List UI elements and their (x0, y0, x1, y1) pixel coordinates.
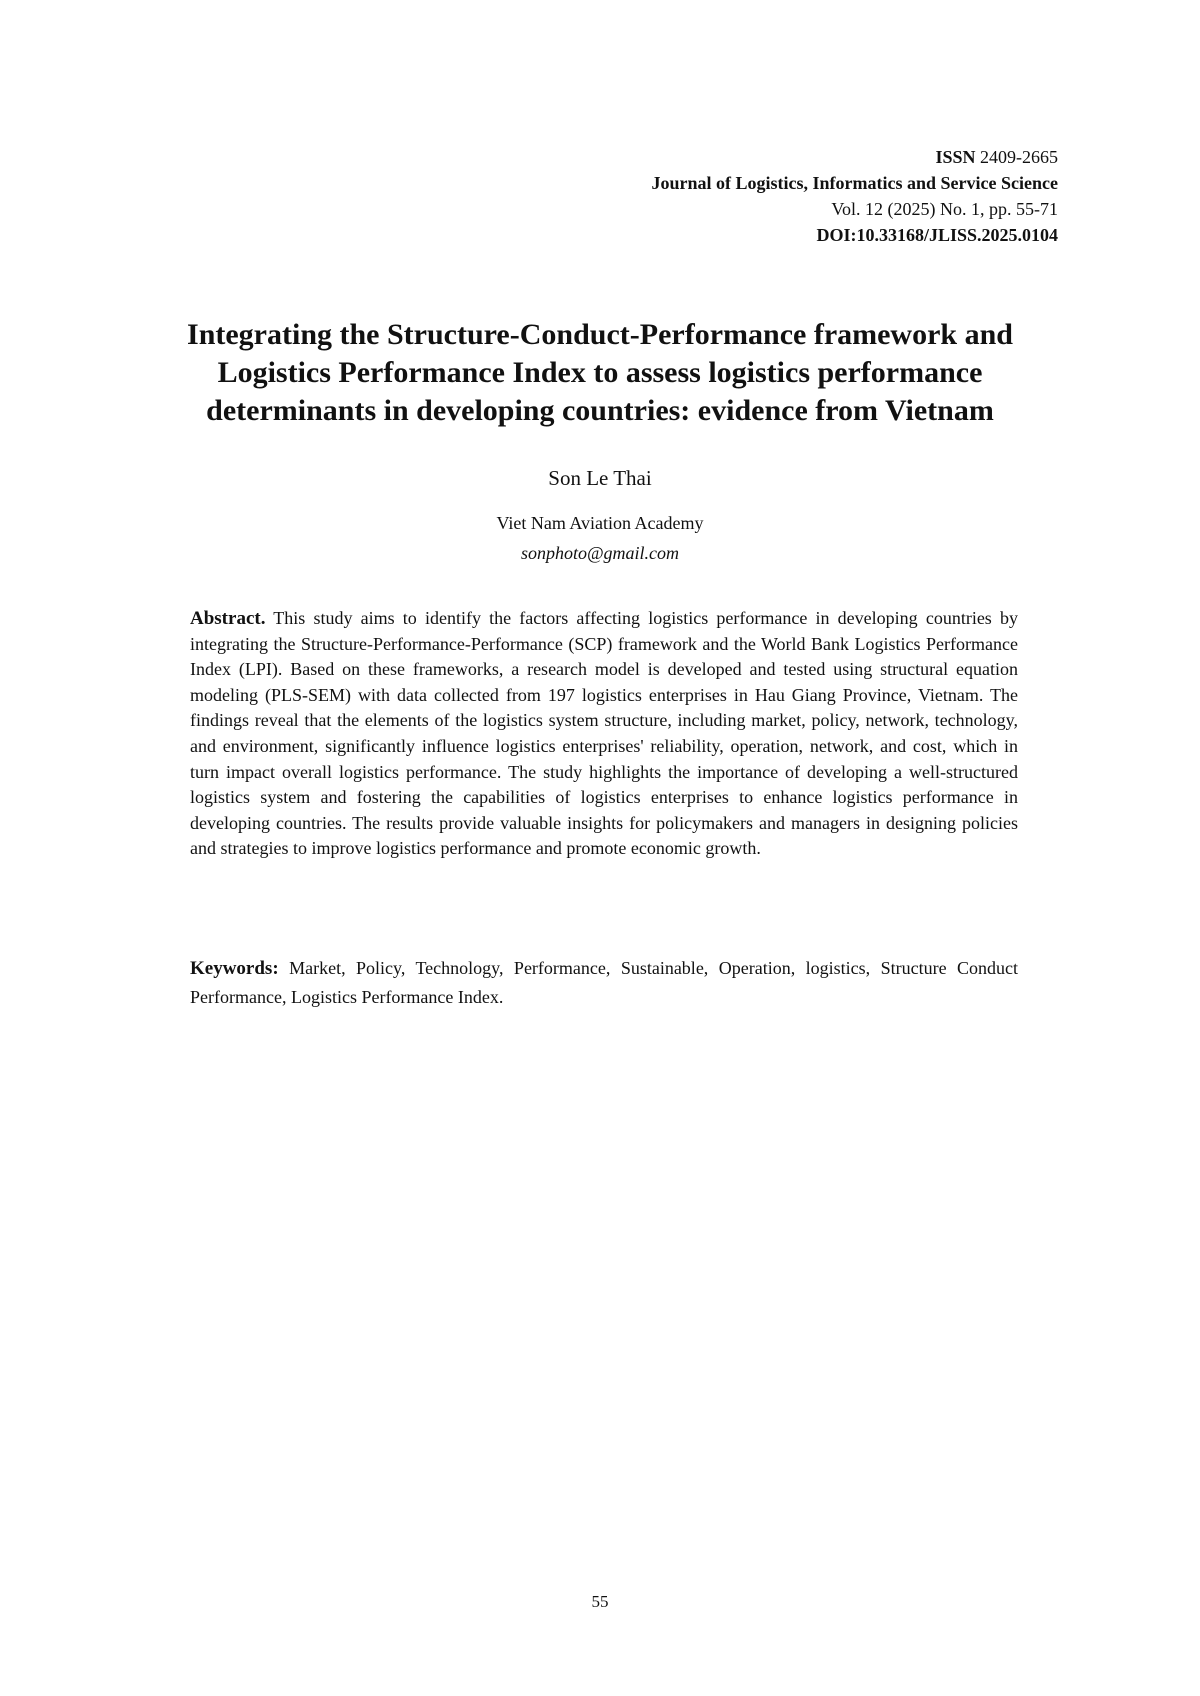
abstract-text: This study aims to identify the factors affecting logistics performance in developing countries by integrating the Structure-Performance-Performance (SCP) framework and the World Bank Logistics Performance Index (LPI). Based on these frameworks, a research model is developed and tested using structural equation modeling (PLS-SEM) with data collected from 197 logistics enterprises in Hau Giang Province, Vietnam. The findings reveal that the elements of the logistics system structure, including market, policy, network, technology, and environment, significantly influence logistics enterprises' reliability, operation, network, and cost, which in turn impact overall logistics performance. The study highlights the importance of developing a well-structured logistics system and fostering the capabilities of logistics enterprises to enhance logistics performance in developing countries. The results provide valuable insights for policymakers and managers in designing policies and strategies to improve logistics performance and promote economic growth. (190, 608, 1018, 859)
doi: DOI:10.33168/JLISS.2025.0104 (816, 225, 1058, 245)
author-name: Son Le Thai (548, 466, 652, 490)
issn-number: 2409-2665 (980, 147, 1058, 167)
journal-header (652, 144, 1058, 248)
abstract (190, 606, 1018, 862)
abstract-label: Abstract. (190, 608, 266, 629)
journal-name: Journal of Logistics, Informatics and Service Science (651, 173, 1058, 193)
paper-title (100, 316, 1100, 430)
keywords-text: Market, Policy, Technology, Performance, Sustainable, Operation, logistics, Structure Conduct Performance, Logistics Performance Index. (190, 958, 1018, 1007)
title-line: Integrating the Structure-Conduct-Performance framework and (187, 318, 1013, 351)
volume-info: Vol. 12 (2025) No. 1, pp. 55-71 (831, 199, 1058, 219)
issn-label: ISSN (935, 147, 976, 167)
author-affiliation-block (0, 508, 1200, 568)
affiliation: Viet Nam Aviation Academy (496, 513, 704, 533)
issn-line (652, 144, 1058, 170)
author-email: sonphoto@gmail.com (520, 543, 680, 563)
title-line: Logistics Performance Index to assess logistics performance (217, 356, 983, 389)
keywords (190, 954, 1018, 1012)
keywords-label: Keywords: (190, 958, 279, 979)
title-line: determinants in developing countries: evidence from Vietnam (206, 394, 994, 427)
page-number: 55 (591, 1592, 609, 1611)
